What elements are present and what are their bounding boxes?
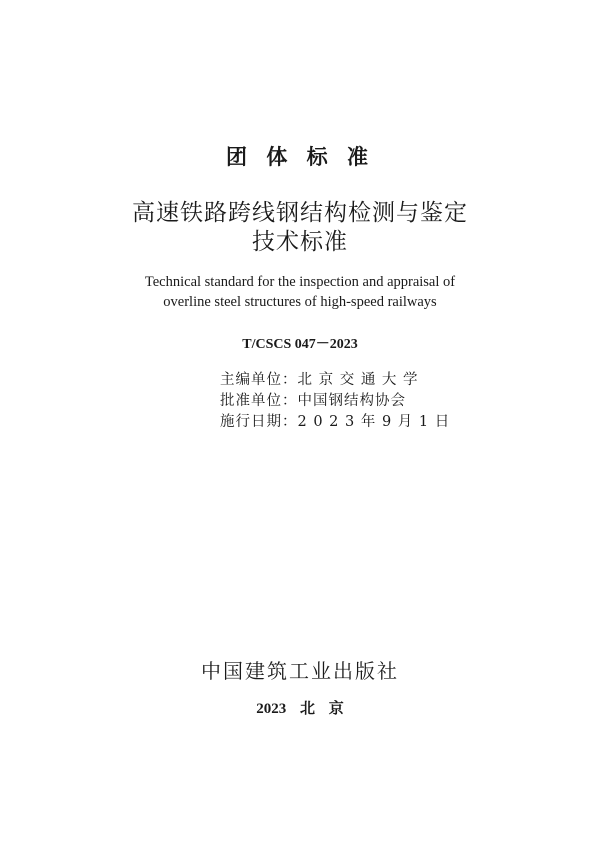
info-row-effective-date [220, 412, 450, 433]
info-label: 批准单位： [220, 393, 298, 409]
info-value: 中国钢结构协会 [297, 393, 406, 409]
english-title-line-1: Technical standard for the inspection and appraisal of [144, 274, 456, 290]
english-title [0, 272, 600, 312]
publication-year-place: 2023 北 京 [256, 701, 344, 717]
standard-category: 团 体 标 准 [226, 145, 374, 169]
standard-code: T/CSCS 047－2023 [242, 337, 358, 352]
info-label: 施行日期： [220, 414, 298, 430]
info-value: 2 0 2 3 年 9 月 1 日 [297, 414, 451, 430]
info-block [220, 370, 450, 433]
info-row-editor [220, 370, 450, 391]
publisher-name: 中国建筑工业出版社 [201, 659, 399, 683]
info-label: 主编单位： [220, 372, 298, 388]
english-title-line-2: overline steel structures of high-speed railways [163, 294, 437, 310]
info-row-approver [220, 391, 450, 412]
chinese-title-line-2: 技术标准 [252, 229, 348, 255]
chinese-title [0, 199, 600, 257]
chinese-title-line-1: 高速铁路跨线钢结构检测与鉴定 [132, 200, 468, 226]
info-value: 北 京 交 通 大 学 [297, 372, 419, 388]
